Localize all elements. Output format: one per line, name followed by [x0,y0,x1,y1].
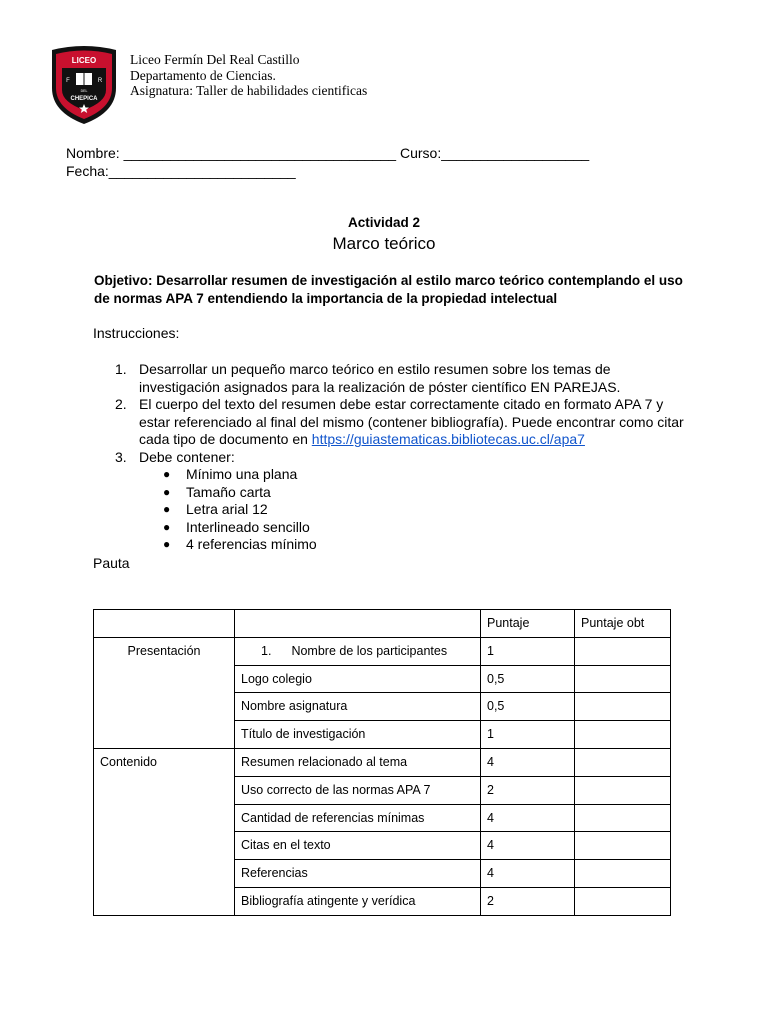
item-cell: Cantidad de referencias mínimas [235,804,481,832]
requirement-text: Letra arial 12 [186,501,268,517]
score-cell: 2 [481,887,575,915]
score-cell: 1 [481,637,575,665]
instruction-number: 3. [115,448,127,465]
table-header-row [94,610,671,638]
score-cell: 4 [481,748,575,776]
score-cell: 4 [481,804,575,832]
item-number: 1. [261,643,272,658]
bullet-icon: ● [163,467,171,481]
pauta-label: Pauta [93,555,130,571]
obtained-score-cell[interactable] [575,776,671,804]
item-text: Nombre de los participantes [291,643,448,658]
requirement-text: 4 referencias mínimo [186,536,317,552]
logo-right-letter: R [97,78,103,84]
bullet-icon: ● [163,537,171,551]
score-cell: 4 [481,860,575,888]
obtained-score-cell[interactable] [575,887,671,915]
score-cell: 1 [481,721,575,749]
requirement-text: Tamaño carta [186,483,271,500]
item-cell: Referencias [235,860,481,888]
obtained-score-cell[interactable] [575,804,671,832]
bullet-icon: ● [163,484,171,499]
requirement-text: Mínimo una plana [186,466,298,482]
item-cell: Resumen relacionado al tema [235,748,481,776]
instruction-item [93,396,693,449]
item-cell: Citas en el texto [235,832,481,860]
score-cell: 4 [481,832,575,860]
logo-top-text: LICEO [71,56,97,65]
rubric-table [93,609,671,916]
requirement-item [93,536,693,554]
obtained-score-cell[interactable] [575,748,671,776]
score-cell: 2 [481,776,575,804]
header-cell: Puntaje obt [575,610,671,638]
header-cell: Puntaje [481,610,575,638]
school-logo [46,44,122,126]
item-cell: Logo colegio [235,665,481,693]
instruction-number: 1. [115,361,127,377]
instruction-number: 2. [115,396,127,412]
institution-block [130,52,367,99]
activity-title: Actividad 2 [347,215,421,230]
item-cell: Título de investigación [235,721,481,749]
header-cell [94,610,235,638]
requirement-item [93,501,693,519]
bullet-icon: ● [163,519,171,534]
obtained-score-cell[interactable] [575,860,671,888]
nombre-curso-line: Nombre: ___________________________________ Curso:___________________ [66,145,590,161]
logo-bottom-text: CHEPICA [70,96,98,102]
obtained-score-cell[interactable] [575,693,671,721]
school-name: Liceo Fermín Del Real Castillo [130,52,300,67]
requirement-item [93,484,693,502]
score-cell: 0,5 [481,665,575,693]
instructions-label: Instrucciones: [93,325,180,341]
obtained-score-cell[interactable] [575,832,671,860]
instruction-item [93,361,693,396]
instruction-text: Debe contener: [139,448,235,465]
item-cell [235,637,481,665]
logo-left-letter: F [66,78,70,84]
item-cell: Uso correcto de las normas APA 7 [235,776,481,804]
bullet-icon: ● [163,502,171,516]
requirement-item [93,466,693,484]
item-cell: Bibliografía atingente y verídica [235,887,481,915]
instruction-text: El cuerpo del texto del resumen debe estar correctamente citado en formato APA 7 y estar referenciado al final del mismo (contener bibliografía). Puede encontrar como citar cada tipo de documento en [139,396,684,447]
fecha-line: Fecha:________________________ [66,163,296,179]
category-presentation: Presentación [94,637,235,748]
requirement-text: Interlineado sencillo [186,518,310,535]
category-content: Contenido [94,748,235,915]
requirement-item [93,519,693,537]
subject-name: Asignatura: Taller de habilidades cientificas [130,83,368,98]
table-row [94,748,671,776]
obtained-score-cell[interactable] [575,665,671,693]
logo-small-text: DEL [80,89,88,93]
header-cell [235,610,481,638]
document-title: Marco teórico [332,234,436,253]
objective-text: Objetivo: Desarrollar resumen de investigación al estilo marco teórico contemplando el uso de normas APA 7 entendiendo la importancia de la propiedad intelectual [94,273,683,306]
item-cell: Nombre asignatura [235,693,481,721]
obtained-score-cell[interactable] [575,637,671,665]
instruction-item [93,449,693,467]
department-name: Departamento de Ciencias. [130,67,276,83]
instruction-text: Desarrollar un pequeño marco teórico en estilo resumen sobre los temas de investigación asignados para la realización de póster científico EN PAREJAS. [139,361,621,395]
apa7-guide-link[interactable]: https://guiastematicas.bibliotecas.uc.cl/apa7 [311,431,585,447]
obtained-score-cell[interactable] [575,721,671,749]
table-row [94,637,671,665]
score-cell: 0,5 [481,693,575,721]
instructions-list [93,361,693,554]
